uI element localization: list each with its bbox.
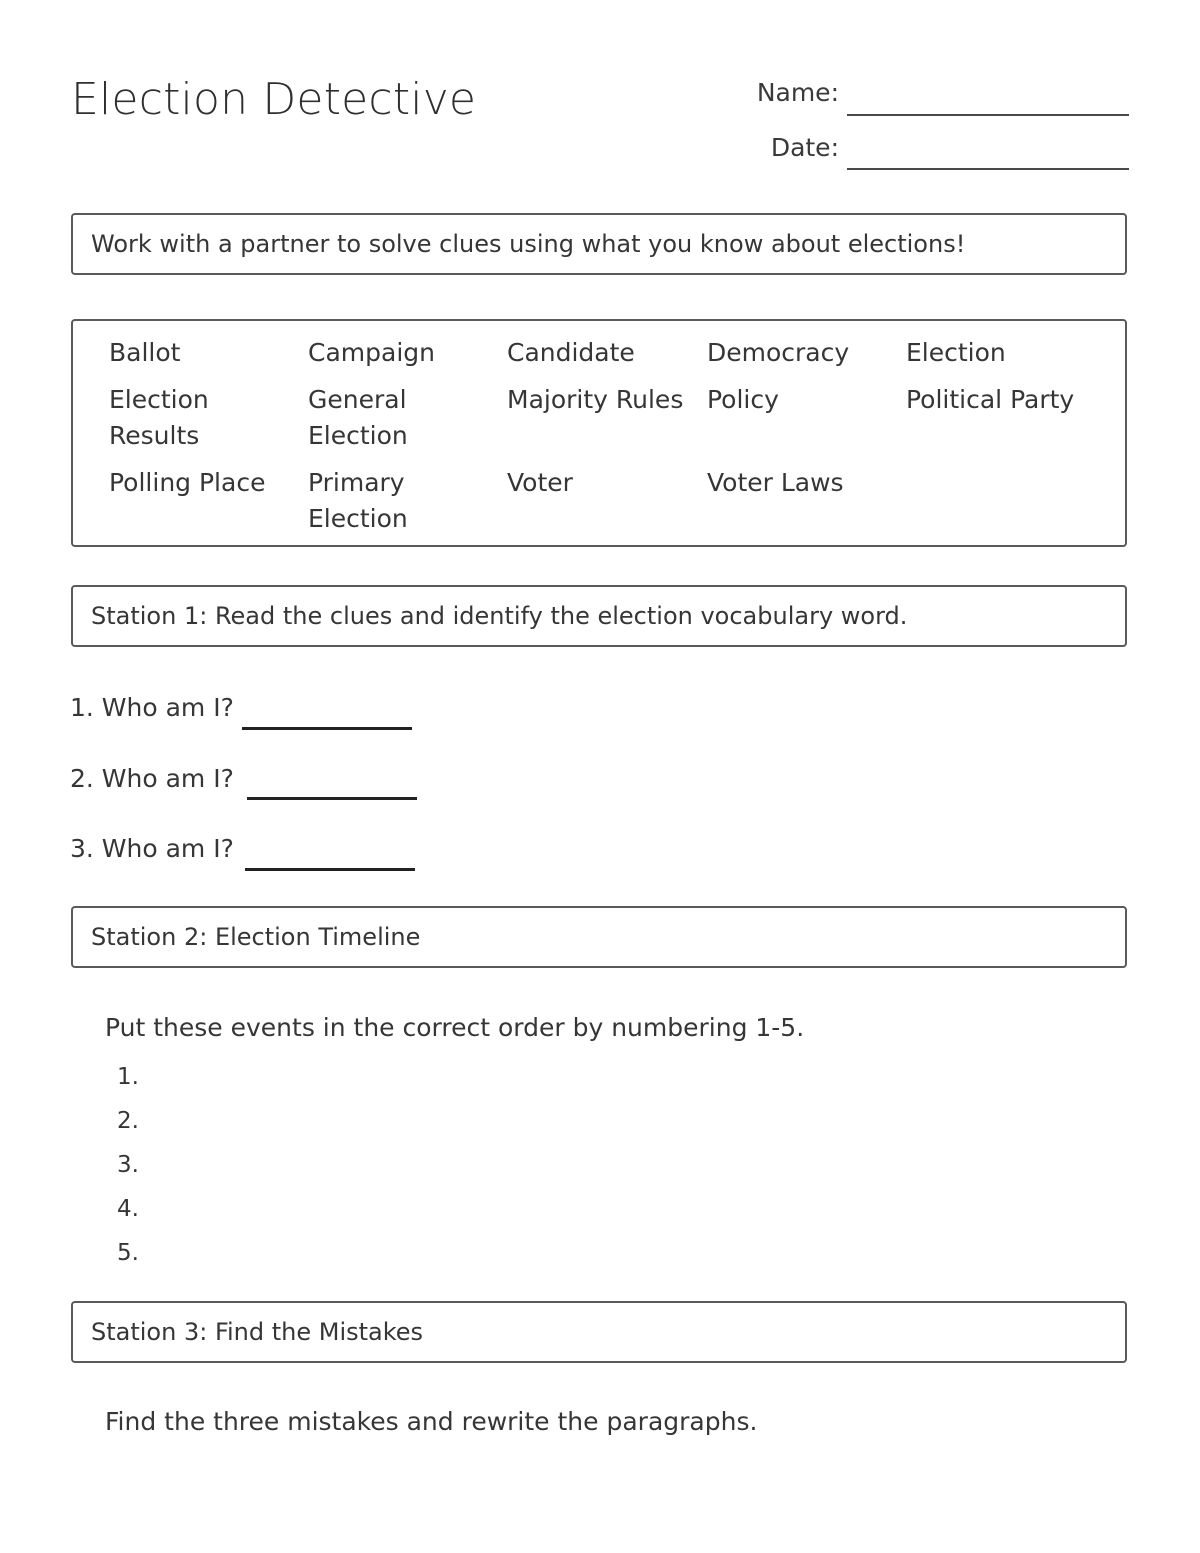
timeline-number: 3. (117, 1152, 139, 1178)
word-bank-box (71, 319, 1127, 547)
timeline-number: 1. (117, 1064, 139, 1090)
timeline-number: 2. (117, 1108, 139, 1134)
date-line[interactable] (847, 168, 1129, 170)
word-bank-item: General Election (308, 385, 408, 450)
word-bank-item: Primary Election (308, 468, 408, 533)
clue-answer-line[interactable] (247, 797, 417, 800)
name-label: Name: (756, 78, 839, 107)
station-1-heading-box (71, 585, 1127, 647)
station-3-heading-box (71, 1301, 1127, 1363)
word-bank-item: Election Results (109, 385, 209, 450)
word-bank-item: Campaign (308, 338, 435, 367)
intro-text: Work with a partner to solve clues using what you know about elections! (91, 230, 966, 258)
clue-answer-line[interactable] (242, 727, 412, 730)
word-bank-item: Election (906, 338, 1006, 367)
word-bank-item: Voter Laws (707, 468, 844, 497)
worksheet-title: Election Detective (71, 74, 477, 125)
word-bank-item: Ballot (109, 338, 181, 367)
station-1-heading: Station 1: Read the clues and identify the election vocabulary word. (91, 602, 908, 630)
word-bank-item: Polling Place (109, 468, 266, 497)
word-bank-item: Voter (507, 468, 573, 497)
station-2-instruction: Put these events in the correct order by numbering 1-5. (105, 1013, 805, 1042)
clue-answer-line[interactable] (245, 868, 415, 871)
date-label: Date: (770, 133, 839, 162)
word-bank-item: Majority Rules (507, 385, 684, 414)
name-line[interactable] (847, 114, 1129, 116)
station-3-instruction: Find the three mistakes and rewrite the paragraphs. (105, 1407, 758, 1436)
clue-item: 3. Who am I? (70, 834, 234, 863)
intro-box (71, 213, 1127, 275)
word-bank-item: Political Party (906, 385, 1075, 414)
clue-item: 2. Who am I? (70, 764, 234, 793)
word-bank-item: Policy (707, 385, 779, 414)
station-2-heading-box (71, 906, 1127, 968)
station-2-heading: Station 2: Election Timeline (91, 923, 421, 951)
timeline-number: 5. (117, 1240, 139, 1266)
word-bank-item: Democracy (707, 338, 850, 367)
station-3-heading: Station 3: Find the Mistakes (91, 1318, 424, 1346)
timeline-number: 4. (117, 1196, 139, 1222)
word-bank-item: Candidate (507, 338, 635, 367)
clue-item: 1. Who am I? (70, 693, 234, 722)
